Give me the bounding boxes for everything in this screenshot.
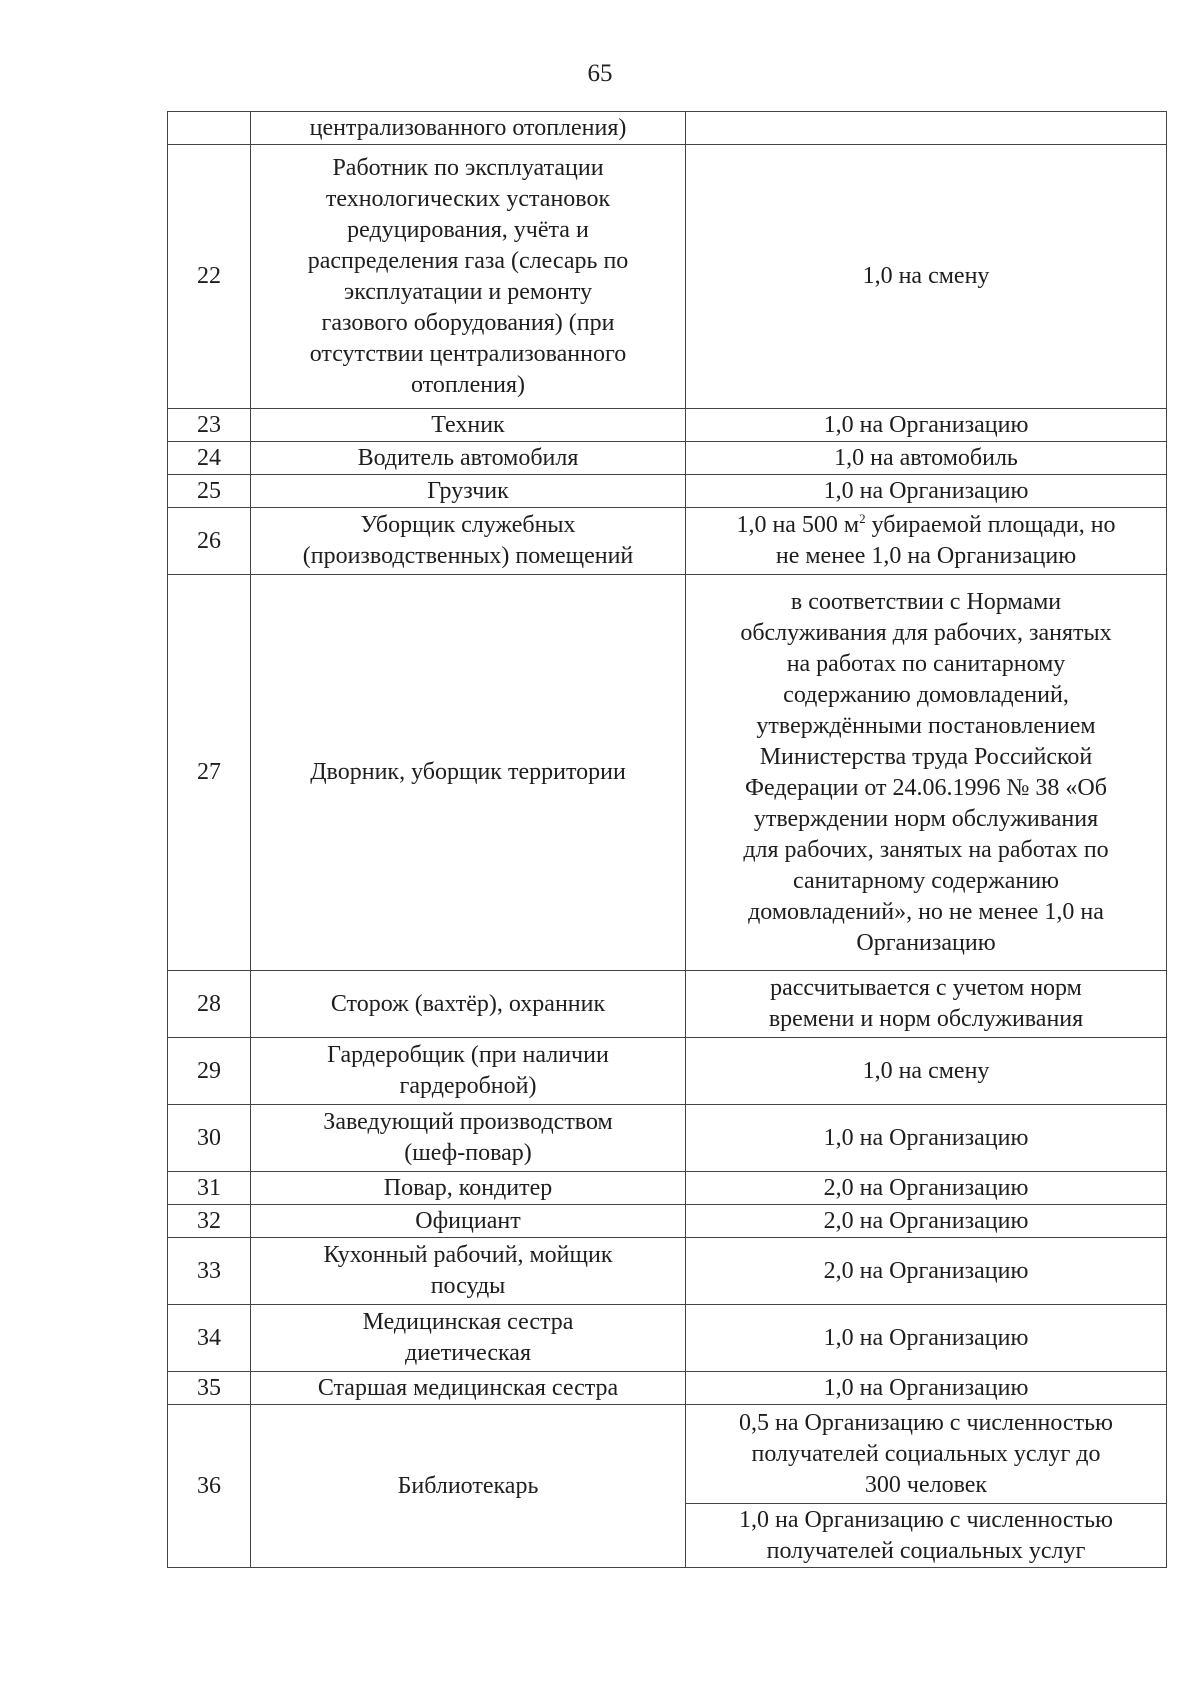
position-cell: Медицинская сестра диетическая	[251, 1305, 686, 1372]
table-row	[168, 112, 1167, 145]
position-cell: Заведующий производством (шеф-повар)	[251, 1105, 686, 1172]
norm-cell: 1,0 на Организацию	[686, 475, 1167, 508]
position-cell: Работник по эксплуатации технологических установок редуцирования, учёта и распределения газа (слесарь по эксплуатации и ремонту газового оборудования) (при отсутствии централизованного отопления)	[251, 145, 686, 409]
table-row	[168, 971, 1167, 1038]
row-number: 24	[168, 442, 251, 475]
row-number: 34	[168, 1305, 251, 1372]
table-row	[168, 508, 1167, 575]
position-cell: Кухонный рабочий, мойщик посуды	[251, 1238, 686, 1305]
row-number: 22	[168, 145, 251, 409]
row-number: 28	[168, 971, 251, 1038]
position-cell: Грузчик	[251, 475, 686, 508]
norm-cell: 2,0 на Организацию	[686, 1172, 1167, 1205]
position-cell: Водитель автомобиля	[251, 442, 686, 475]
staffing-table	[167, 111, 1167, 1568]
position-cell: Повар, кондитер	[251, 1172, 686, 1205]
table-row	[168, 1038, 1167, 1105]
row-number: 32	[168, 1205, 251, 1238]
norm-cell: 0,5 на Организацию с численностью получателей социальных услуг до 300 человек	[686, 1405, 1167, 1504]
table-row	[168, 1372, 1167, 1405]
row-number: 30	[168, 1105, 251, 1172]
position-cell: Сторож (вахтёр), охранник	[251, 971, 686, 1038]
table-row	[168, 145, 1167, 409]
norm-cell: рассчитывается с учетом норм времени и норм обслуживания	[686, 971, 1167, 1038]
table-row	[168, 1205, 1167, 1238]
row-number: 26	[168, 508, 251, 575]
row-number: 27	[168, 575, 251, 971]
table-row	[168, 575, 1167, 971]
norm-cell: в соответствии с Нормами обслуживания для рабочих, занятых на работах по санитарному содержанию домовладений, утверждёнными постановлением Министерства труда Российской Федерации от 24.06.1996 № 38 «Об утверждении норм обслуживания для рабочих, занятых на работах по санитарному содержанию домовладений», но не менее 1,0 на Организацию	[686, 575, 1167, 971]
norm-cell: 1,0 на Организацию	[686, 1105, 1167, 1172]
table-row	[168, 1172, 1167, 1205]
position-cell: Старшая медицинская сестра	[251, 1372, 686, 1405]
position-cell: Официант	[251, 1205, 686, 1238]
row-number	[168, 112, 251, 145]
table-row	[168, 1105, 1167, 1172]
row-number: 25	[168, 475, 251, 508]
superscript-2: 2	[859, 511, 866, 526]
table-row	[168, 1238, 1167, 1305]
norm-cell: 1,0 на Организацию с численностью получателей социальных услуг	[686, 1504, 1167, 1568]
table-row	[168, 475, 1167, 508]
table-row	[168, 1405, 1167, 1504]
row-number: 33	[168, 1238, 251, 1305]
position-cell: Техник	[251, 409, 686, 442]
norm-cell: 1,0 на 500 $м^2$ убираемой площади, но не менее 1,0 на Организацию	[686, 508, 1167, 575]
norm-cell: 1,0 на Организацию	[686, 1372, 1167, 1405]
position-cell: Уборщик служебных (производственных) помещений	[251, 508, 686, 575]
norm-cell: 2,0 на Организацию	[686, 1205, 1167, 1238]
norm-cell: 2,0 на Организацию	[686, 1238, 1167, 1305]
page-number: 65	[587, 60, 613, 87]
position-cell: Гардеробщик (при наличии гардеробной)	[251, 1038, 686, 1105]
norm-cell	[686, 112, 1167, 145]
position-cell: Библиотекарь	[251, 1405, 686, 1568]
norm-cell: 1,0 на Организацию	[686, 409, 1167, 442]
row-number: 29	[168, 1038, 251, 1105]
position-cell: централизованного отопления)	[251, 112, 686, 145]
row-number: 31	[168, 1172, 251, 1205]
norm-cell: 1,0 на смену	[686, 145, 1167, 409]
position-cell: Дворник, уборщик территории	[251, 575, 686, 971]
row-number: 23	[168, 409, 251, 442]
norm-cell: 1,0 на автомобиль	[686, 442, 1167, 475]
row-number: 36	[168, 1405, 251, 1568]
table-row	[168, 442, 1167, 475]
table-row	[168, 1305, 1167, 1372]
table-row	[168, 409, 1167, 442]
norm-cell: 1,0 на Организацию	[686, 1305, 1167, 1372]
row-number: 35	[168, 1372, 251, 1405]
norm-cell: 1,0 на смену	[686, 1038, 1167, 1105]
